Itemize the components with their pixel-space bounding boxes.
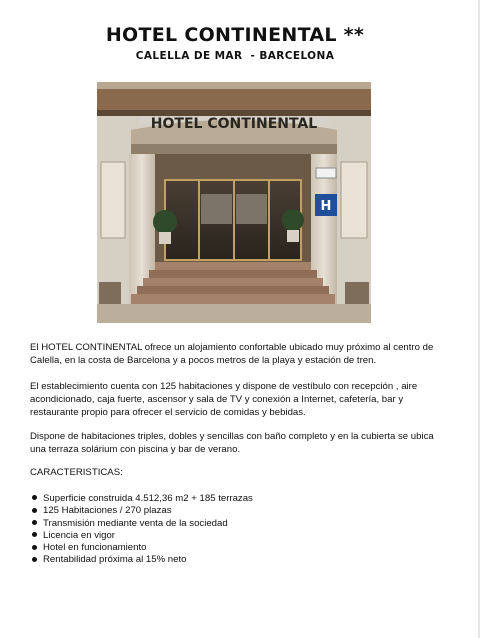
description-paragraph-2: El establecimiento cuenta con 125 habitaciones y dispone de vestíbulo con recepción , aire acondicionado, caja fuerte, ascensor y sala de TV y conexión a Internet, cafetería, bar y restaurante propio para ofrecer el servicio de comidas y bebidas. — [30, 381, 418, 418]
bullet-icon — [32, 495, 37, 500]
bullet-icon — [32, 520, 37, 525]
hotel-badge-letter: H — [320, 199, 332, 214]
bullet-icon — [32, 508, 37, 513]
list-item — [30, 493, 253, 505]
description-paragraph-1: El HOTEL CONTINENTAL ofrece un alojamiento confortable ubicado muy próximo al centro de Calella, en la costa de Barcelona y a pocos metros de la playa y estación de tren. — [30, 342, 434, 366]
bullet-icon — [32, 532, 37, 537]
hotel-location: CALELLA DE MAR - BARCELONA — [135, 50, 335, 62]
feature-text: Transmisión mediante venta de la sociedad — [43, 517, 228, 529]
feature-text: Licencia en vigor — [43, 529, 115, 541]
feature-text: 125 Habitaciones / 270 plazas — [43, 505, 172, 517]
list-item — [30, 518, 253, 530]
list-item — [30, 505, 253, 517]
hotel-sign-text: HOTEL CONTINENTAL — [150, 116, 318, 132]
section-title: CARACTERISTICAS: — [30, 467, 123, 478]
list-item — [30, 542, 253, 554]
features-list — [30, 493, 253, 567]
bullet-icon — [32, 557, 37, 562]
list-item — [30, 554, 253, 566]
feature-text: Rentabilidad próxima al 15% neto — [43, 554, 187, 566]
description-paragraph-3: Dispone de habitaciones triples, dobles y sencillas con baño completo y en la cubierta se ubica una terraza solárium con piscina y bar de verano. — [30, 431, 434, 455]
hotel-title: HOTEL CONTINENTAL ** — [105, 24, 365, 46]
bullet-icon — [32, 545, 37, 550]
list-item — [30, 530, 253, 542]
hotel-entrance-photo — [97, 82, 371, 323]
feature-text: Superficie construida 4.512,36 m2 + 185 terrazas — [43, 493, 253, 504]
feature-text: Hotel en funcionamiento — [43, 542, 147, 554]
